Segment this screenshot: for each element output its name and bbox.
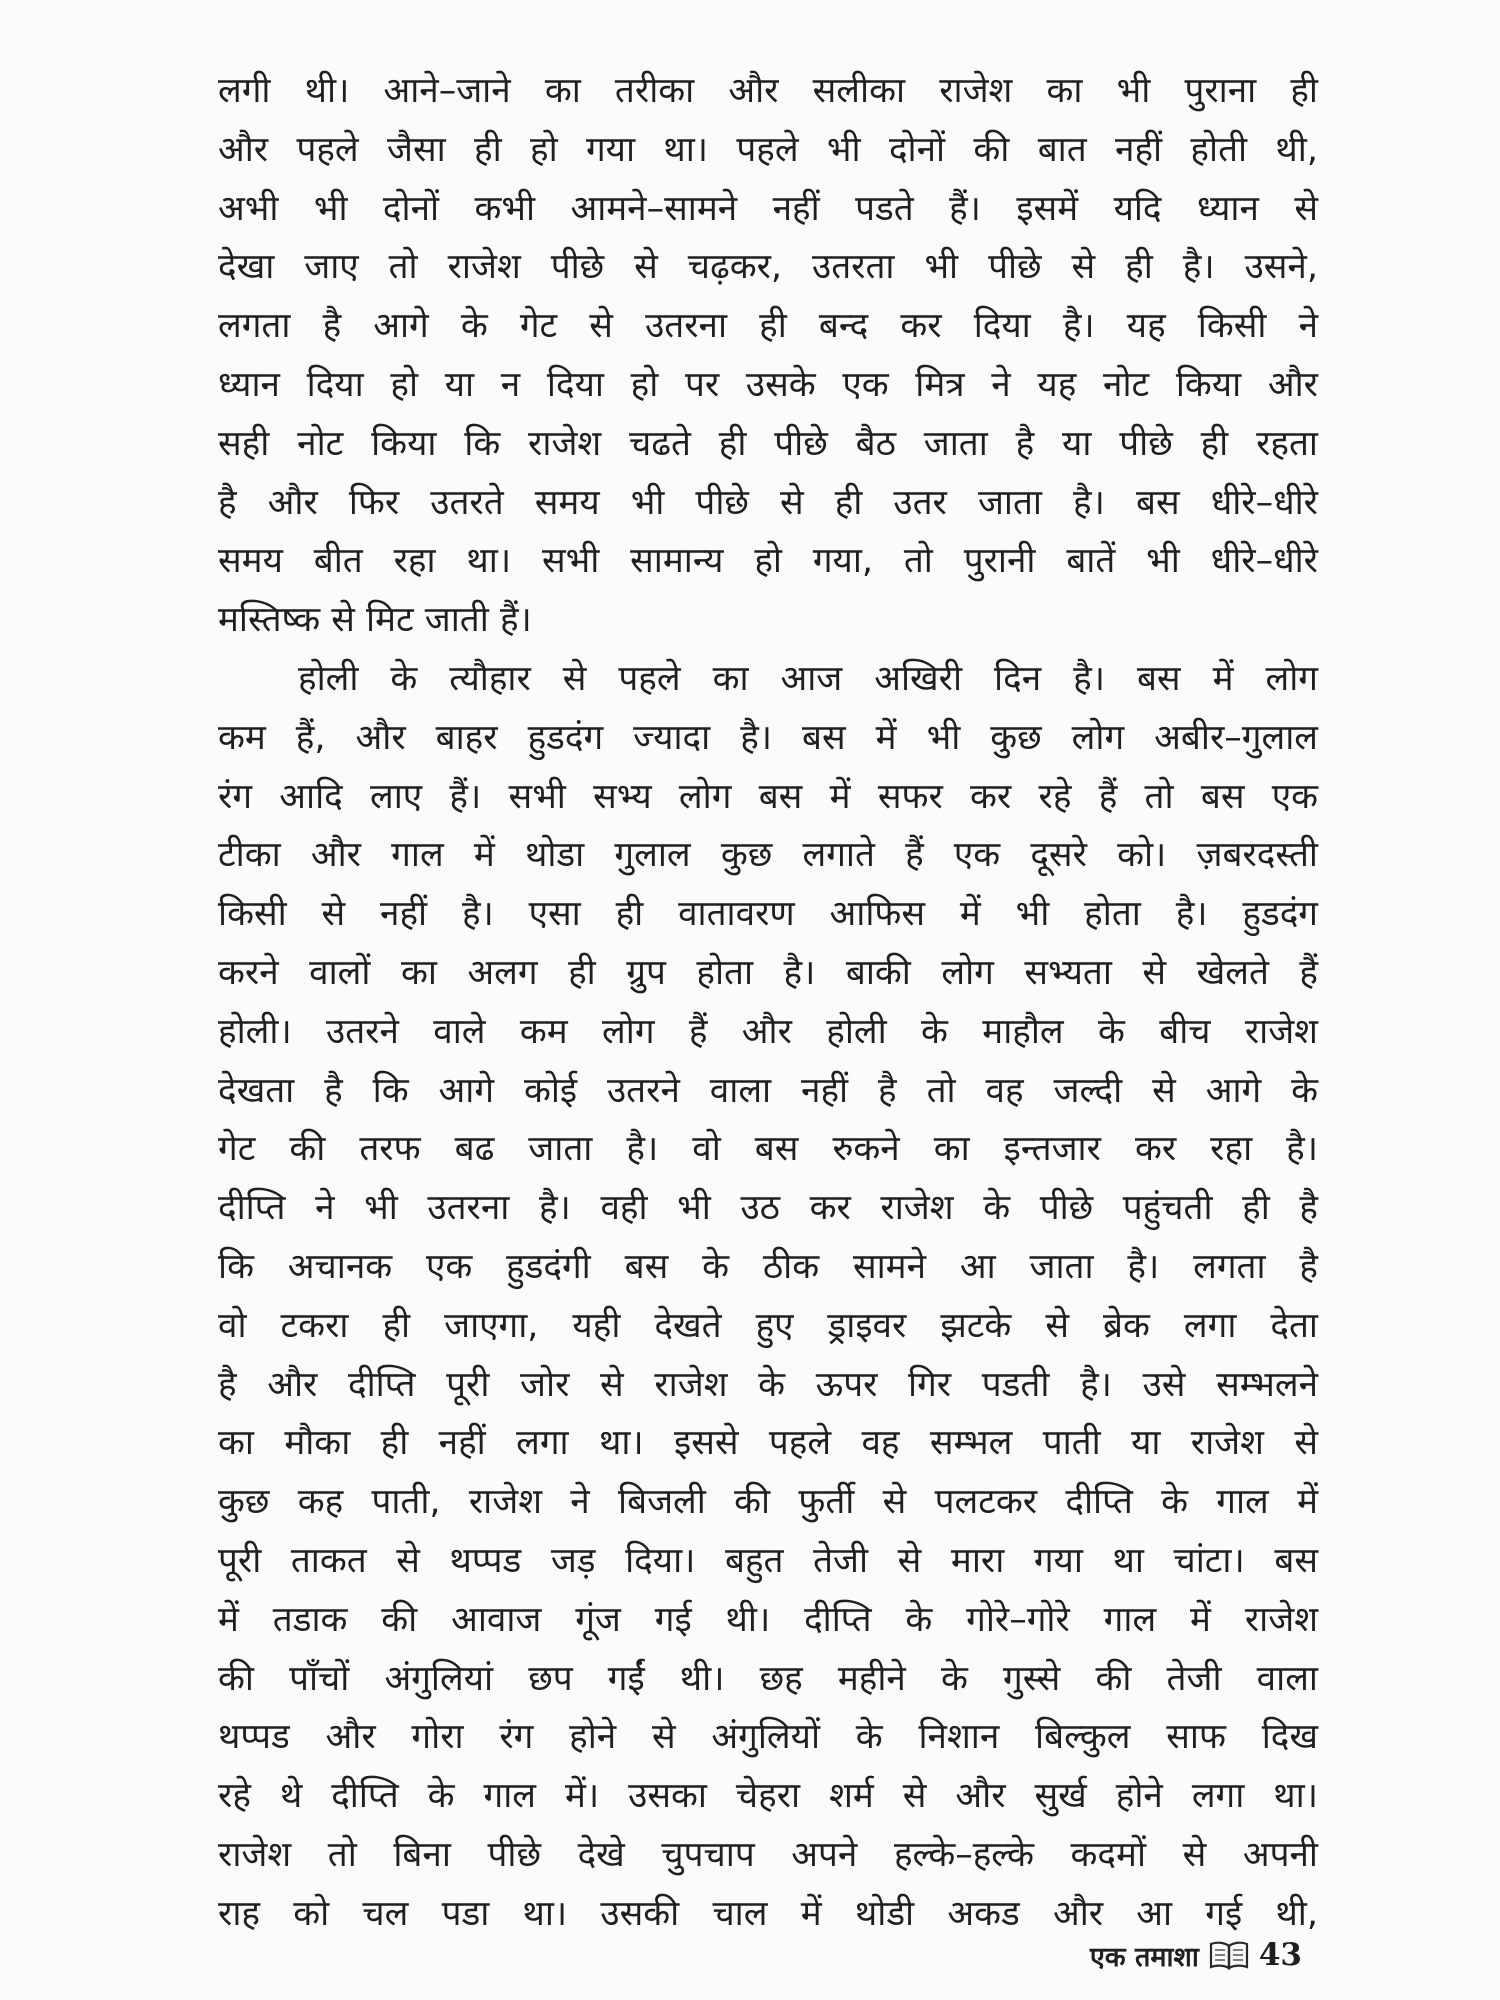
text-line: थप्पड और गोरा रंग होने से अंगुलियों के निशान बिल्कुल साफ दिख <box>218 1717 1318 1758</box>
text-line: राह को चल पडा था। उसकी चाल में थोडी अकड और आ गई थी, <box>218 1893 1318 1934</box>
text-line: की पाँचों अंगुलियां छप गईं थी। छह महीने के गुस्से की तेजी वाला <box>218 1658 1318 1699</box>
paragraph-start-line: होली के त्यौहार से पहले का आज अखिरी दिन है। बस में लोग <box>298 658 1318 699</box>
text-line: पूरी ताकत से थप्पड जड़ दिया। बहुत तेजी से मारा गया था चांटा। बस <box>218 1540 1318 1581</box>
page-footer <box>1090 1935 1302 1975</box>
open-book-icon <box>1209 1940 1249 1970</box>
text-line: और पहले जैसा ही हो गया था। पहले भी दोनों की बात नहीं होती थी, <box>218 129 1318 170</box>
text-line: रंग आदि लाए हैं। सभी सभ्य लोग बस में सफर कर रहे हैं तो बस एक <box>218 776 1318 817</box>
text-line: होली। उतरने वाले कम लोग हैं और होली के माहौल के बीच राजेश <box>218 1011 1318 1052</box>
text-line: किसी से नहीं है। एसा ही वातावरण आफिस में भी होता है। हुडदंग <box>218 894 1318 935</box>
text-line: समय बीत रहा था। सभी सामान्य हो गया, तो पुरानी बातें भी धीरे–धीरे <box>218 541 1318 582</box>
text-line: वो टकरा ही जाएगा, यही देखते हुए ड्राइवर झटके से ब्रेक लगा देता <box>218 1305 1318 1346</box>
text-line: करने वालों का अलग ही ग्रुप होता है। बाकी लोग सभ्यता से खेलते हैं <box>218 952 1318 993</box>
text-line: लगी थी। आने–जाने का तरीका और सलीका राजेश का भी पुराना ही <box>218 71 1318 111</box>
text-line: अभी भी दोनों कभी आमने–सामने नहीं पडते हैं। इसमें यदि ध्यान से <box>218 188 1318 229</box>
text-line: का मौका ही नहीं लगा था। इससे पहले वह सम्भल पाती या राजेश से <box>218 1423 1318 1464</box>
text-line: लगता है आगे के गेट से उतरना ही बन्द कर दिया है। यह किसी ने <box>218 306 1318 347</box>
text-line: कि अचानक एक हुडदंगी बस के ठीक सामने आ जाता है। लगता है <box>218 1246 1318 1287</box>
text-line: देखता है कि आगे कोई उतरने वाला नहीं है तो वह जल्दी से आगे के <box>218 1070 1318 1111</box>
text-line: कुछ कह पाती, राजेश ने बिजली की फुर्ती से पलटकर दीप्ति के गाल में <box>218 1482 1318 1523</box>
text-line: है और फिर उतरते समय भी पीछे से ही उतर जाता है। बस धीरे–धीरे <box>218 482 1318 523</box>
text-line: में तडाक की आवाज गूंज गई थी। दीप्ति के गोरे–गोरे गाल में राजेश <box>218 1599 1318 1640</box>
text-line: रहे थे दीप्ति के गाल में। उसका चेहरा शर्म से और सुर्ख होने लगा था। <box>218 1776 1318 1817</box>
page-number: 43 <box>1258 1937 1302 1973</box>
text-line: टीका और गाल में थोडा गुलाल कुछ लगाते हैं एक दूसरे को। ज़बरदस्ती <box>218 835 1318 876</box>
body-text <box>218 62 1318 1944</box>
text-line: है और दीप्ति पूरी जोर से राजेश के ऊपर गिर पडती है। उसे सम्भलने <box>218 1364 1318 1405</box>
text-line: दीप्ति ने भी उतरना है। वही भी उठ कर राजेश के पीछे पहुंचती ही है <box>218 1188 1318 1229</box>
paragraph-end-line: मस्तिष्क से मिट जाती हैं। <box>218 600 532 641</box>
text-line: कम हैं, और बाहर हुडदंग ज्यादा है। बस में भी कुछ लोग अबीर–गुलाल <box>218 717 1318 758</box>
text-line: राजेश तो बिना पीछे देखे चुपचाप अपने हल्के–हल्के कदमों से अपनी <box>218 1834 1318 1875</box>
text-line: ध्यान दिया हो या न दिया हो पर उसके एक मित्र ने यह नोट किया और <box>218 364 1318 405</box>
text-line: देखा जाए तो राजेश पीछे से चढ़कर, उतरता भी पीछे से ही है। उसने, <box>218 247 1318 288</box>
text-line: सही नोट किया कि राजेश चढते ही पीछे बैठ जाता है या पीछे ही रहता <box>218 423 1318 464</box>
text-line: गेट की तरफ बढ जाता है। वो बस रुकने का इन्तजार कर रहा है। <box>218 1129 1318 1170</box>
book-title: एक तमाशा <box>1089 1941 1199 1973</box>
